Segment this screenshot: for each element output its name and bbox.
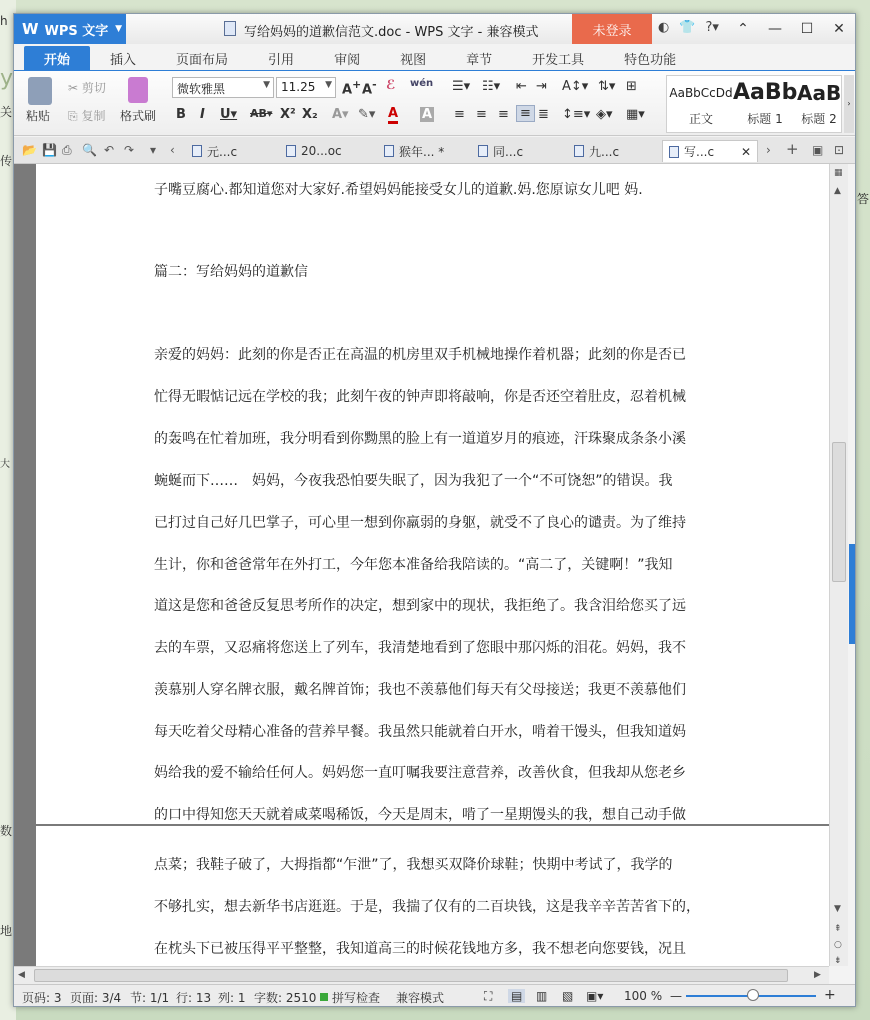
sort-icon[interactable]: ⇅▾: [598, 79, 616, 94]
style-label: 标题 2: [801, 112, 837, 126]
document-icon: [224, 21, 236, 36]
zoom-in-icon[interactable]: +: [824, 987, 836, 1003]
paragraph-line: 忙得无暇惦记远在学校的我；此刻午夜的钟声即将敲响，你是否还空着肚皮，忍着机械: [154, 389, 686, 405]
status-row: 行: 13: [176, 991, 212, 1005]
document-icon: [286, 145, 296, 157]
doc-tab-label: 猴年... *: [399, 144, 445, 159]
status-section: 节: 1/1: [130, 991, 170, 1005]
font-size-select[interactable]: [276, 77, 336, 98]
doc-tab-active[interactable]: [662, 140, 758, 162]
doc-tab-label: 20...oc: [301, 144, 342, 158]
style-label: 正文: [688, 112, 713, 126]
skin-icon[interactable]: ◐: [658, 20, 670, 35]
style-preview: AaBb: [733, 80, 797, 105]
phonetic-icon[interactable]: wén: [410, 78, 434, 89]
chevron-down-icon: ▼: [115, 24, 122, 34]
reading-view-icon[interactable]: ▣▾: [586, 989, 604, 1003]
prev-page-icon[interactable]: ⇞: [834, 924, 842, 934]
scroll-thumb[interactable]: [832, 442, 846, 582]
tab-home[interactable]: 开始: [24, 46, 90, 70]
align-right-icon[interactable]: ≡: [498, 107, 509, 122]
strikethrough-icon[interactable]: AB▾: [250, 107, 273, 120]
vertical-scrollbar[interactable]: [829, 164, 848, 966]
tab-insert[interactable]: 插入: [110, 52, 137, 68]
paragraph-line: 已打过自己好几巴掌子，可心里一想到你羸弱的身躯，就受不了良心的谴责。为了维持: [154, 515, 686, 531]
status-page-code: 页码: 3: [22, 991, 62, 1005]
scroll-thumb[interactable]: [34, 969, 788, 982]
bg-char: 关: [0, 105, 13, 119]
app-menu-button[interactable]: [14, 14, 126, 44]
copy-button[interactable]: [68, 107, 105, 124]
clear-format-icon[interactable]: ℰ: [386, 78, 396, 93]
superscript-icon[interactable]: X²: [280, 107, 296, 122]
chevron-down-icon: ▼: [263, 80, 270, 90]
doc-tab-label: 同...c: [493, 144, 524, 159]
scroll-right-icon[interactable]: ▶: [814, 970, 821, 980]
document-tab-bar: [14, 137, 855, 164]
ribbon-tabs: [14, 44, 855, 70]
bg-char: 传: [0, 154, 13, 168]
document-area[interactable]: [14, 164, 829, 966]
document-icon: [669, 146, 679, 158]
paragraph-line: 不够扎实，想去新华书店逛逛。于是，我揣了仅有的二百块钱，这是我辛辛苦苦省下的，: [154, 899, 700, 915]
format-painter-label: 格式刷: [120, 109, 157, 123]
status-spellcheck[interactable]: 拼写检查: [332, 991, 381, 1005]
font-name-value: 微软雅黑: [177, 82, 226, 96]
numbering-icon[interactable]: ☷▾: [482, 79, 501, 94]
paragraph-line: 蜿蜒而下…… 妈妈，今夜我恐怕要失眠了，因为我犯了一个“不可饶恕”的错误。我: [154, 473, 673, 489]
style-normal[interactable]: [669, 76, 733, 132]
paragraph-line: 在枕头下已被压得平平整整，我知道高三的时候花钱地方多，我不想老向您要钱，况且: [154, 941, 686, 957]
paragraph-line: 羡慕别人穿名牌衣服，戴名牌首饰；我也不羡慕他们每天有父母接送；我更不羡慕他们: [154, 682, 686, 698]
paragraph-line: 子嘴豆腐心.都知道您对大家好.希望妈妈能接受女儿的道歉.妈.您原谅女儿吧 妈.: [154, 182, 643, 198]
bg-char: y: [0, 66, 14, 91]
shirt-icon[interactable]: 👕: [679, 20, 696, 35]
tab-view[interactable]: 视图: [400, 52, 427, 68]
document-icon: [384, 145, 394, 157]
styles-gallery: [666, 75, 842, 133]
paragraph-line: 每天吃着父母精心准备的营养早餐。我虽然只能就着白开水，啃着干馒头，但我知道妈: [154, 724, 686, 740]
bg-char: 大: [0, 459, 10, 470]
table-icon[interactable]: ⊞: [626, 79, 637, 94]
doc-tab-label: 写...c: [684, 145, 715, 159]
titlebar-icons: [658, 20, 719, 35]
wps-window: [13, 13, 856, 1007]
side-panel-handle[interactable]: [849, 544, 855, 644]
tab-menu-icon[interactable]: ⊡: [834, 143, 845, 157]
collapse-ribbon-icon[interactable]: ⌃: [737, 21, 749, 37]
page-view-icon[interactable]: ▤: [508, 989, 525, 1003]
window-title: 写给妈妈的道歉信范文.doc - WPS 文字 - 兼容模式: [244, 25, 539, 40]
next-page-icon[interactable]: ⇟: [834, 956, 842, 966]
status-mode: 兼容模式: [396, 991, 445, 1005]
status-words[interactable]: 字数: 2510: [254, 991, 317, 1005]
scissors-icon: ✂: [68, 81, 79, 95]
tabs-scroll-right-icon[interactable]: ›: [766, 143, 771, 157]
title-bar: [14, 14, 855, 44]
text-effect-icon[interactable]: A▾: [332, 107, 349, 122]
zoom-out-icon[interactable]: —: [670, 989, 682, 1003]
doc-tab[interactable]: [574, 140, 619, 162]
align-left-icon[interactable]: ≡: [454, 107, 465, 122]
tab-references[interactable]: 引用: [268, 52, 295, 68]
zoom-value[interactable]: 100 %: [624, 989, 663, 1003]
status-col: 列: 1: [218, 991, 246, 1005]
save-icon[interactable]: 💾: [42, 143, 57, 157]
outline-view-icon[interactable]: ▥: [536, 989, 548, 1003]
document-icon: [478, 145, 488, 157]
spellcheck-icon: [320, 993, 328, 1001]
bullets-icon[interactable]: ☰▾: [452, 79, 471, 94]
page[interactable]: [36, 164, 829, 824]
tab-features[interactable]: 特色功能: [624, 52, 677, 68]
bg-char: 数: [0, 824, 13, 838]
increase-indent-icon[interactable]: ⇥: [536, 79, 547, 94]
document-icon: [574, 145, 584, 157]
tab-section[interactable]: 章节: [466, 52, 493, 68]
style-preview: AaBbCcDd: [669, 86, 733, 100]
align-center-icon[interactable]: ≡: [476, 107, 487, 122]
new-tab-icon[interactable]: +: [786, 140, 799, 158]
scroll-down-icon[interactable]: ▼: [834, 904, 841, 914]
select-browse-icon[interactable]: ○: [834, 940, 842, 950]
tabs-scroll-left-icon[interactable]: ‹: [170, 143, 175, 157]
font-name-select[interactable]: [172, 77, 274, 98]
ruler-toggle-icon[interactable]: ▦: [834, 168, 843, 178]
brush-icon: [128, 77, 148, 103]
doc-tab[interactable]: [192, 140, 237, 162]
tab-list-icon[interactable]: ▣: [812, 143, 824, 157]
doc-tab-label: 元...c: [207, 144, 238, 159]
style-heading1[interactable]: [733, 76, 797, 132]
quick-access-more-icon[interactable]: ▾: [150, 143, 157, 157]
shading-icon[interactable]: ◈▾: [596, 107, 613, 122]
bg-char: 地: [0, 924, 13, 938]
style-label: 标题 1: [747, 112, 783, 126]
scroll-left-icon[interactable]: ◀: [18, 970, 25, 980]
print-preview-icon[interactable]: 🔍: [82, 143, 97, 157]
italic-icon[interactable]: I: [200, 107, 205, 122]
bg-char-right: 答: [857, 192, 870, 206]
login-button[interactable]: 未登录: [572, 14, 652, 44]
bg-char: h: [0, 14, 8, 28]
cut-button[interactable]: [68, 79, 106, 96]
underline-icon[interactable]: U▾: [220, 107, 238, 122]
document-icon: [192, 145, 202, 157]
text-direction-icon[interactable]: A↕▾: [562, 79, 589, 94]
doc-tab[interactable]: [478, 140, 523, 162]
doc-tab[interactable]: [286, 140, 342, 162]
paragraph-line: 的轰鸣在忙着加班，我分明看到你黝黑的脸上有一道道岁月的痕迹，汗珠聚成条条小溪: [154, 431, 686, 447]
paste-label: 粘贴: [26, 109, 51, 123]
maximize-button[interactable]: ☐: [800, 21, 814, 37]
close-button[interactable]: ✕: [833, 21, 845, 37]
wps-logo-icon: W: [22, 20, 39, 38]
status-page[interactable]: 页面: 3/4: [70, 991, 122, 1005]
bold-icon[interactable]: B: [176, 107, 186, 122]
window-controls: [727, 14, 855, 44]
scroll-up-icon[interactable]: ▲: [834, 186, 841, 196]
redo-icon[interactable]: ↷: [124, 143, 135, 157]
open-folder-icon[interactable]: 📂: [22, 143, 37, 157]
char-shading-icon[interactable]: A: [422, 107, 433, 122]
paragraph-line: 妈给我的爱不输给任何人。妈妈您一直叮嘱我要注意营养，改善伙食，但我却从您老乡: [154, 765, 686, 781]
format-painter-button[interactable]: [120, 77, 156, 124]
styles-scroll-icon[interactable]: ›: [844, 75, 854, 133]
fullscreen-icon[interactable]: ⛶: [484, 989, 493, 1003]
line-spacing-icon[interactable]: ↕≡▾: [562, 107, 591, 122]
undo-icon[interactable]: ↶: [104, 143, 115, 157]
status-bar: [14, 984, 855, 1007]
page[interactable]: [36, 826, 829, 966]
horizontal-scrollbar[interactable]: [14, 966, 829, 984]
zoom-slider-knob[interactable]: [747, 989, 759, 1001]
close-tab-icon[interactable]: ✕: [740, 144, 751, 159]
copy-icon: ⎘: [68, 109, 78, 123]
help-icon[interactable]: ?▾: [705, 20, 719, 35]
tab-review[interactable]: 审阅: [334, 52, 361, 68]
paragraph-line: 道这是您和爸爸反复思考所作的决定，想到家中的现状，我拒绝了。我含泪给您买了远: [154, 598, 686, 614]
style-preview: AaB: [797, 81, 841, 105]
paragraph-line: 生计，你和爸爸常年在外打工，今年您本准备给我陪读的。“高二了，关键啊！”我知: [154, 557, 673, 573]
minimize-button[interactable]: —: [768, 21, 782, 37]
grow-font-icon[interactable]: A+: [342, 78, 362, 98]
highlight-icon[interactable]: ✎▾: [358, 107, 376, 122]
print-icon[interactable]: ⎙: [62, 143, 72, 157]
web-view-icon[interactable]: ▧: [562, 989, 574, 1003]
distributed-icon[interactable]: ≣: [538, 107, 549, 122]
tab-developer[interactable]: 开发工具: [532, 52, 585, 68]
paragraph-line: 点菜；我鞋子破了，大拇指都“乍泄”了，我想买双降价球鞋；快期中考试了，我学的: [154, 857, 673, 873]
subscript-icon[interactable]: X₂: [302, 107, 318, 122]
justify-icon[interactable]: ≡: [516, 105, 535, 122]
tab-page-layout[interactable]: 页面布局: [176, 52, 229, 68]
borders-icon[interactable]: ▦▾: [626, 107, 645, 122]
font-color-icon[interactable]: A: [388, 107, 398, 124]
ribbon-home: [14, 70, 855, 136]
doc-tab-label: 九...c: [589, 144, 620, 159]
chevron-down-icon: ▼: [325, 80, 332, 90]
decrease-indent-icon[interactable]: ⇤: [516, 79, 527, 94]
copy-label: 复制: [81, 109, 106, 123]
doc-tab[interactable]: [384, 140, 444, 162]
paragraph-line: 的口中得知您天天就着咸菜喝稀饭，今天是周末，啃了一星期馒头的我，想自己动手做: [154, 807, 686, 823]
cut-label: 剪切: [81, 81, 106, 95]
paragraph-line: 去的车票，又忍痛将您送上了列车，我清楚地看到了您眼中那闪烁的泪花。妈妈，我不: [154, 640, 686, 656]
shrink-font-icon[interactable]: A-: [362, 78, 377, 98]
font-size-value: 11.25: [281, 80, 316, 94]
style-heading2[interactable]: [797, 76, 841, 132]
clipboard-icon: [28, 77, 52, 105]
app-name: WPS 文字: [44, 23, 109, 39]
paragraph-heading: 篇二：写给妈妈的道歉信: [154, 264, 308, 280]
paragraph-line: 亲爱的妈妈：此刻的你是否正在高温的机房里双手机械地操作着机器；此刻的你是否已: [154, 347, 686, 363]
paste-button[interactable]: [26, 77, 52, 124]
